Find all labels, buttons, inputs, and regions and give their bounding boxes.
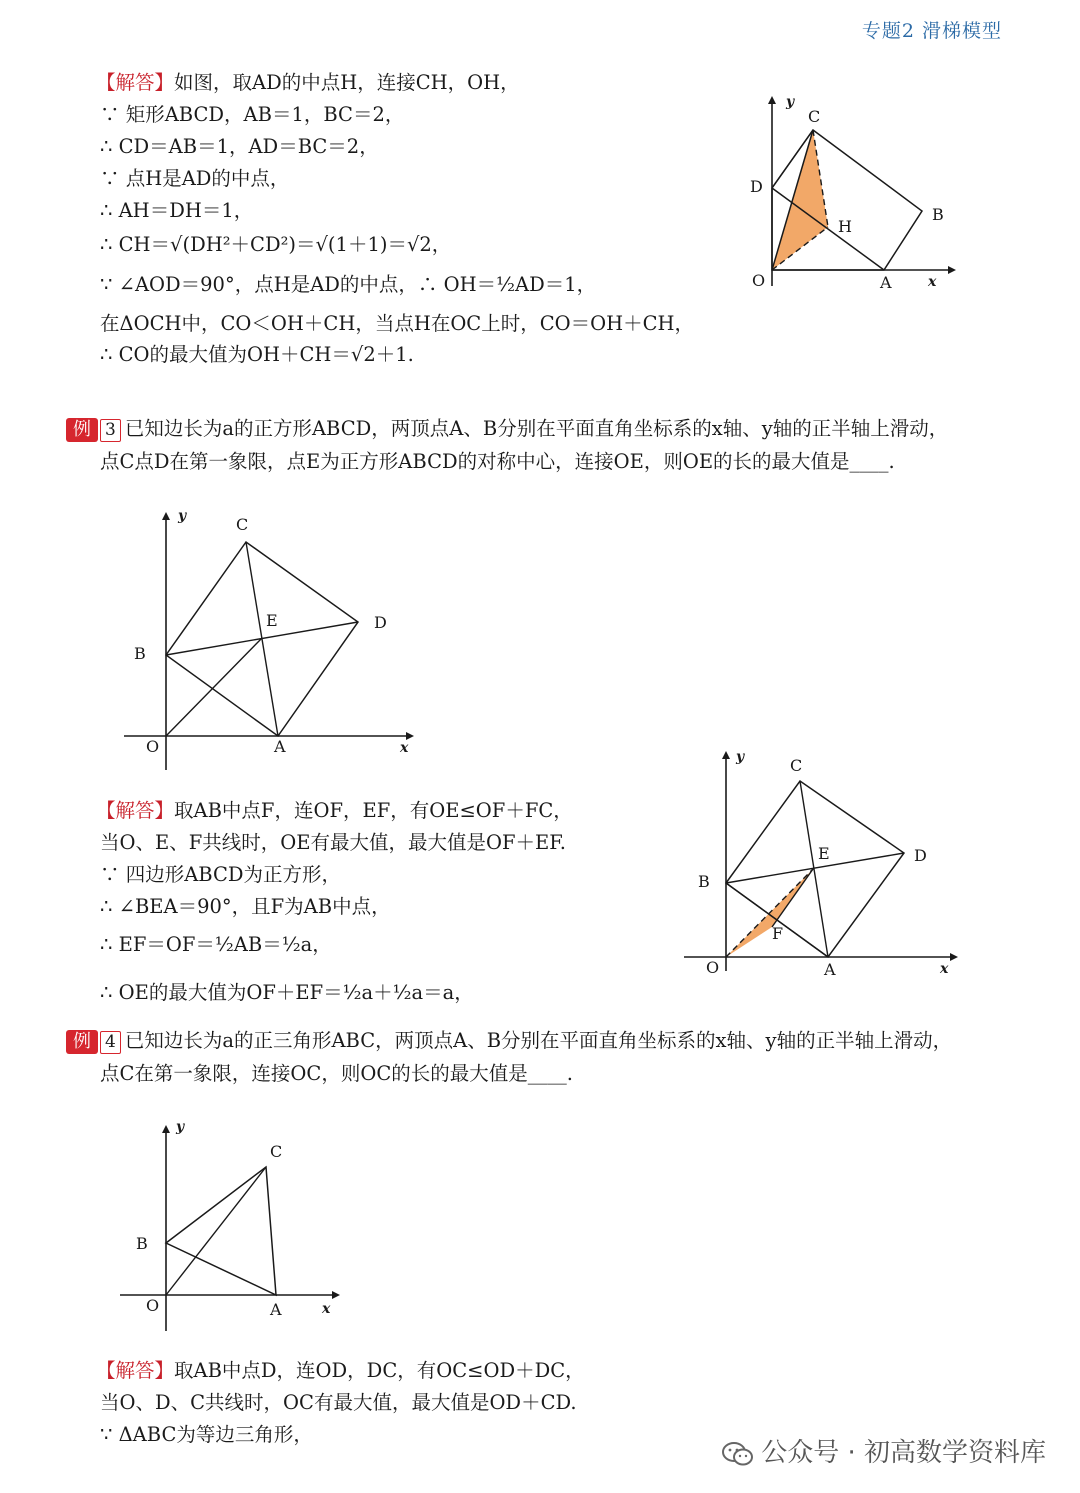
label-O: O bbox=[146, 1296, 160, 1315]
x-axis-arrow-icon bbox=[406, 732, 414, 740]
triangle-ABC bbox=[166, 1167, 276, 1295]
solution1-line-1: ∵ 矩形ABCD，AB＝1，BC＝2， bbox=[100, 103, 405, 126]
y-axis-arrow-icon bbox=[162, 1125, 170, 1133]
solution1-line-6: ∵ ∠AOD＝90°，点H是AD的中点，∴ OH＝½AD＝1， bbox=[100, 273, 597, 296]
label-x: x bbox=[940, 961, 949, 977]
solution3-line-3: ∴ ∠BEA＝90°，且F为AB中点， bbox=[100, 895, 391, 918]
x-axis-arrow-icon bbox=[948, 266, 956, 274]
solution1-line-0: 【解答】如图，取AD的中点H，连接CH，OH， bbox=[96, 71, 520, 94]
solution3-line-4: ∴ EF＝OF＝½AB＝½a， bbox=[100, 933, 332, 956]
solution1-line-7: 在ΔOCH中，CO＜OH＋CH，当点H在OC上时，CO＝OH＋CH， bbox=[100, 312, 695, 335]
solution-tag: 【解答】 bbox=[96, 1359, 175, 1382]
figure1-rectangle-diagram bbox=[720, 90, 960, 300]
label-F: F bbox=[772, 924, 784, 943]
label-D: D bbox=[374, 613, 387, 632]
label-O: O bbox=[752, 271, 766, 290]
solution1-line-3: ∵ 点H是AD的中点， bbox=[100, 167, 290, 190]
example-badge: 例 bbox=[66, 1030, 98, 1054]
solution3-line-2: ∵ 四边形ABCD为正方形， bbox=[100, 863, 342, 886]
x-axis-arrow-icon bbox=[332, 1291, 340, 1299]
label-O: O bbox=[146, 737, 160, 756]
label-A: A bbox=[824, 960, 836, 979]
figure4-triangle-diagram bbox=[110, 1115, 360, 1335]
example4-line-0: 例 4 已知边长为a的正三角形ABC，两顶点A、B分别在平面直角坐标系的x轴、y轴的正半轴上滑动， bbox=[66, 1030, 952, 1054]
solution1-line-8: ∴ CO的最大值为OH＋CH＝√2＋1. bbox=[100, 343, 414, 366]
solution3-line-1: 当O、E、F共线时，OE有最大值，最大值是OF＋EF. bbox=[100, 831, 566, 854]
x-axis-arrow-icon bbox=[950, 953, 958, 961]
solution1-line-2: ∴ CD＝AB＝1，AD＝BC＝2， bbox=[100, 135, 379, 158]
label-A: A bbox=[880, 273, 892, 292]
label-y: y bbox=[176, 1119, 185, 1135]
label-C: C bbox=[270, 1142, 283, 1161]
label-E: E bbox=[818, 844, 830, 863]
solution3-line-0: 【解答】取AB中点F，连OF，EF，有OE≤OF＋FC， bbox=[96, 799, 573, 822]
example-number: 3 bbox=[100, 419, 121, 442]
figure3-square-midpoint-diagram bbox=[680, 745, 970, 985]
solution1-line-4: ∴ AH＝DH＝1， bbox=[100, 199, 254, 222]
label-E: E bbox=[266, 611, 278, 630]
diagonal-CA bbox=[800, 781, 828, 957]
label-D: D bbox=[750, 177, 763, 196]
label-A: A bbox=[270, 1300, 282, 1319]
label-H: H bbox=[838, 217, 852, 236]
label-C: C bbox=[790, 756, 803, 775]
solution-tag: 【解答】 bbox=[96, 71, 175, 94]
label-C: C bbox=[808, 107, 821, 126]
label-x: x bbox=[400, 740, 409, 756]
label-B: B bbox=[698, 872, 710, 891]
segment-OE-dashed bbox=[726, 869, 813, 957]
watermark bbox=[721, 1432, 1046, 1469]
segment-FE bbox=[772, 869, 813, 927]
page-header-title: 专题2 滑梯模型 bbox=[861, 20, 1002, 42]
example3-line-1: 点C点D在第一象限，点E为正方形ABCD的对称中心，连接OE，则OE的长的最大值是____. bbox=[100, 450, 895, 473]
y-axis-arrow-icon bbox=[162, 512, 170, 520]
label-D: D bbox=[914, 846, 927, 865]
solution-tag: 【解答】 bbox=[96, 799, 175, 822]
watermark-text: 公众号 · 初高数学资料库 bbox=[761, 1438, 1046, 1468]
label-O: O bbox=[706, 958, 720, 977]
y-axis-arrow-icon bbox=[722, 751, 730, 759]
example3-line-0: 例 3 已知边长为a的正方形ABCD，两顶点A、B分别在平面直角坐标系的x轴、y轴的正半轴上滑动， bbox=[66, 418, 948, 442]
solution3-line-5: ∴ OE的最大值为OF＋EF＝½a＋½a＝a， bbox=[100, 981, 474, 1004]
label-B: B bbox=[932, 205, 944, 224]
example-badge: 例 bbox=[66, 418, 98, 442]
example-number: 4 bbox=[100, 1031, 121, 1054]
label-B: B bbox=[134, 644, 146, 663]
solution4-line-1: 当O、D、C共线时，OC有最大值，最大值是OD＋CD. bbox=[100, 1391, 577, 1414]
label-B: B bbox=[136, 1234, 148, 1253]
label-x: x bbox=[322, 1301, 331, 1317]
label-C: C bbox=[236, 515, 249, 534]
wechat-icon bbox=[721, 1441, 755, 1467]
y-axis-arrow-icon bbox=[768, 96, 776, 104]
label-y: y bbox=[178, 508, 187, 524]
solution4-line-0: 【解答】取AB中点D，连OD，DC，有OC≤OD＋DC， bbox=[96, 1359, 585, 1382]
label-y: y bbox=[736, 749, 745, 765]
label-x: x bbox=[928, 274, 937, 290]
solution1-line-5: ∴ CH＝√(DH²＋CD²)＝√(1＋1)＝√2， bbox=[100, 233, 452, 256]
label-A: A bbox=[274, 737, 286, 756]
solution4-line-2: ∵ ΔABC为等边三角形， bbox=[100, 1423, 313, 1446]
example4-line-1: 点C在第一象限，连接OC，则OC的长的最大值是____. bbox=[100, 1062, 573, 1085]
figure2-square-diagram bbox=[110, 500, 430, 770]
label-y: y bbox=[786, 94, 795, 110]
